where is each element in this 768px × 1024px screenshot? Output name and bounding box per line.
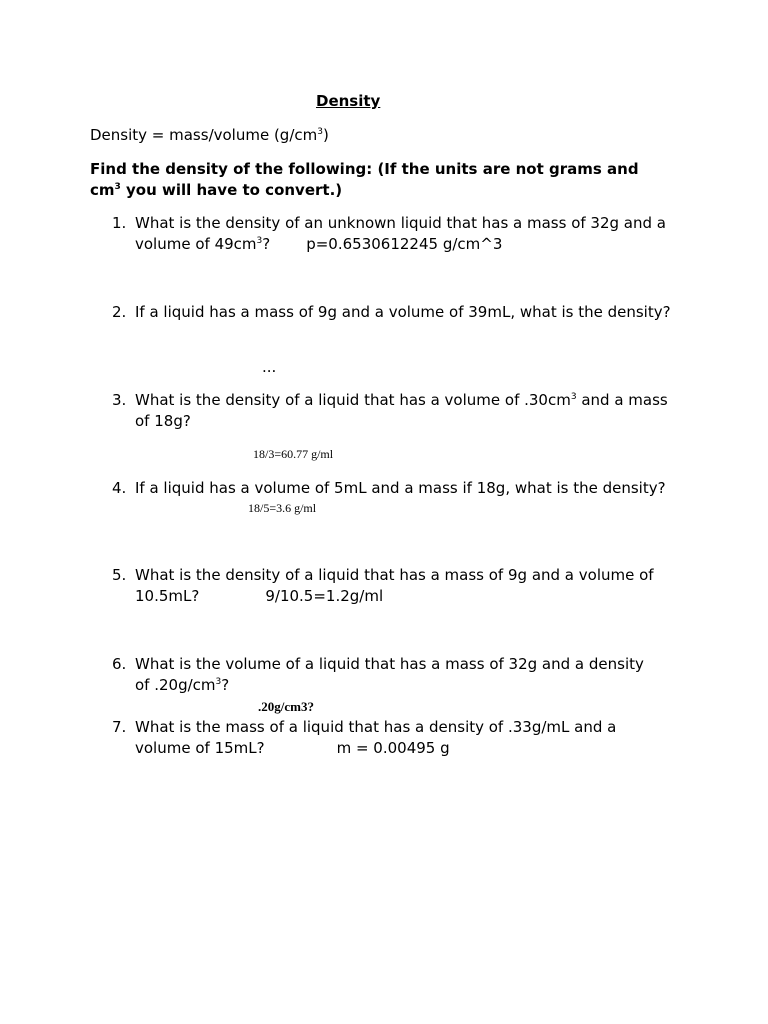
- question-superscript: 3: [215, 677, 222, 687]
- question-7-answer: m = 0.00495 g: [336, 739, 450, 757]
- instructions-line-2-post: you will have to convert.): [120, 181, 343, 199]
- question-3-answer: 18/3=60.77 g/ml: [253, 447, 334, 461]
- question-line-2-end: ?: [221, 676, 230, 694]
- page-title: Density: [316, 92, 381, 110]
- question-line-1: What is the mass of a liquid that has a density of .33g/mL and a: [135, 718, 617, 736]
- formula-superscript: 3: [317, 127, 323, 137]
- question-line-2-end: ?: [262, 235, 271, 253]
- density-formula: [90, 125, 329, 146]
- question-text: [135, 717, 690, 759]
- question-number: 7.: [112, 718, 127, 736]
- question-line-2: of .20g/cm: [135, 676, 216, 694]
- question-1-answer: p=0.6530612245 g/cm^3: [306, 235, 503, 253]
- question-line-2: volume of 49cm: [135, 235, 257, 253]
- question-4-answer: 18/5=3.6 g/ml: [248, 501, 317, 515]
- question-number: 6.: [112, 655, 127, 673]
- question-line-1: What is the density of a liquid that has a volume of .30cm: [135, 391, 571, 409]
- question-line-1-end: and a mass: [576, 391, 668, 409]
- instructions: [90, 159, 690, 201]
- question-number: 5.: [112, 566, 127, 584]
- question-6-answer: .20g/cm3?: [258, 699, 314, 714]
- question-text: [135, 213, 690, 255]
- question-5-answer: 9/10.5=1.2g/ml: [265, 587, 384, 605]
- question-line-2: volume of 15mL?: [135, 739, 265, 757]
- question-line-1: What is the density of an unknown liquid that has a mass of 32g and a: [135, 214, 666, 232]
- question-text: [135, 565, 690, 607]
- question-text: [135, 654, 690, 696]
- instructions-superscript: 3: [114, 182, 121, 192]
- question-number: 1.: [112, 214, 127, 232]
- question-line-1: If a liquid has a volume of 5mL and a mass if 18g, what is the density?: [135, 479, 666, 497]
- instructions-line-2-pre: cm: [90, 181, 115, 199]
- formula-text: Density = mass/volume (g/cm: [90, 126, 318, 144]
- instructions-line-1: Find the density of the following: (If the units are not grams and: [90, 160, 639, 178]
- question-line-1: If a liquid has a mass of 9g and a volume of 39mL, what is the density?: [135, 303, 671, 321]
- question-number: 3.: [112, 391, 127, 409]
- formula-text-end: ): [322, 126, 329, 144]
- question-line-1: What is the volume of a liquid that has a mass of 32g and a density: [135, 655, 644, 673]
- question-line-2: 10.5mL?: [135, 587, 200, 605]
- question-line-1: What is the density of a liquid that has a mass of 9g and a volume of: [135, 566, 654, 584]
- question-text: [135, 478, 690, 499]
- question-superscript: 3: [570, 392, 577, 402]
- question-2-answer: ...: [262, 358, 277, 376]
- question-line-2: of 18g?: [135, 412, 191, 430]
- question-text: [135, 390, 690, 432]
- question-number: 2.: [112, 303, 127, 321]
- question-number: 4.: [112, 479, 127, 497]
- question-superscript: 3: [256, 236, 263, 246]
- question-text: [135, 302, 690, 323]
